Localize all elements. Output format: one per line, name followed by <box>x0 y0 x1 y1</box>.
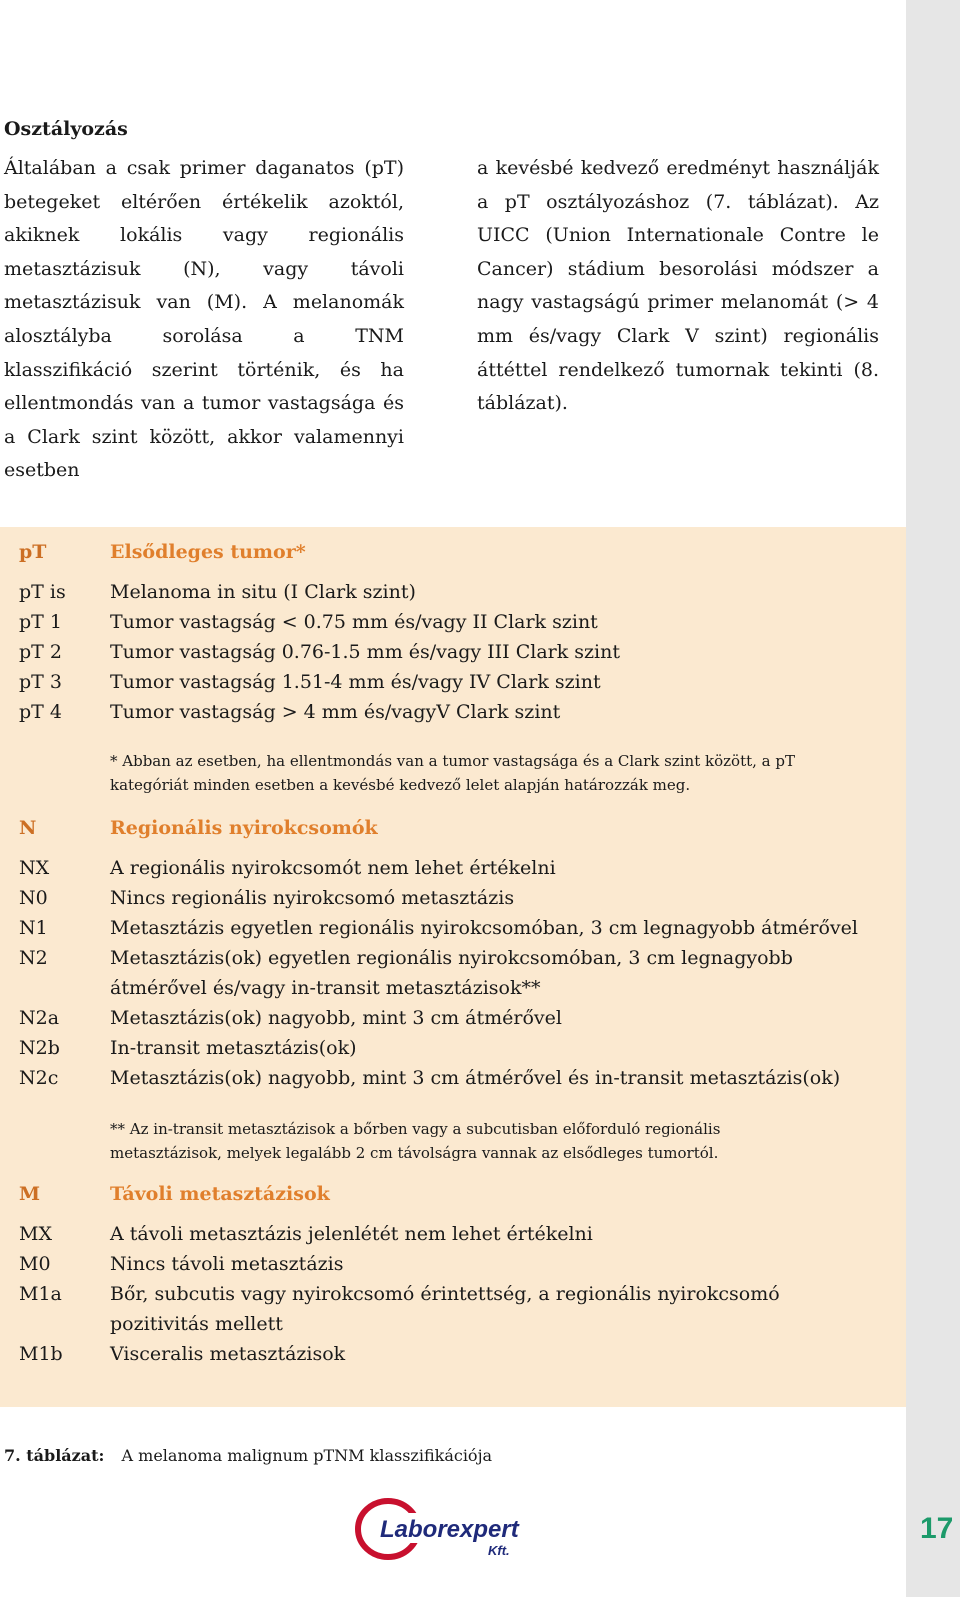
row-code: pT 4 <box>19 701 62 723</box>
row-desc: Metasztázis(ok) egyetlen regionális nyirokcsomóban, 3 cm legnagyobb <box>110 947 793 969</box>
row-desc: In-transit metasztázis(ok) <box>110 1037 357 1059</box>
row-code: pT is <box>19 581 66 603</box>
logo-suffix: Kft. <box>488 1543 510 1558</box>
intro-paragraph-left: Általában a csak primer daganatos (pT) betegeket eltérően értékelik azoktól, akiknek lokális vagy regionális metasztázisuk (N), vagy távoli metasztázisuk van (M). A melanomák alosztályba sorolása a TNM klasszifikáció szerint történik, és ha ellentmondás van a tumor vastagsága és a Clark szint között, akkor valamennyi esetben <box>4 157 404 482</box>
row-code: M1a <box>19 1283 62 1305</box>
row-code: pT 3 <box>19 671 62 693</box>
logo-name: Laborexpert <box>380 1516 519 1543</box>
row-code: pT 1 <box>19 611 62 633</box>
m-code: M <box>19 1183 41 1205</box>
row-code: N2a <box>19 1007 60 1029</box>
row-code: N2c <box>19 1067 59 1089</box>
row-desc: pozitivitás mellett <box>110 1313 283 1335</box>
row-code: N1 <box>19 917 48 939</box>
classification-table <box>0 527 906 1407</box>
table-caption <box>4 1446 492 1465</box>
row-code: N0 <box>19 887 48 909</box>
row-code: N2b <box>19 1037 60 1059</box>
row-desc: Tumor vastagság > 4 mm és/vagyV Clark szint <box>110 701 561 723</box>
page-side-band <box>906 0 960 1597</box>
n-code: N <box>19 817 37 839</box>
row-desc: A regionális nyirokcsomót nem lehet értékelni <box>110 857 556 879</box>
row-desc: A távoli metasztázis jelenlétét nem lehet értékelni <box>110 1223 593 1245</box>
row-desc: Tumor vastagság < 0.75 mm és/vagy II Clark szint <box>110 611 598 633</box>
n-title: Regionális nyirokcsomók <box>110 817 378 839</box>
caption-label: 7. táblázat: <box>4 1446 105 1465</box>
pt-footnote: * Abban az esetben, ha ellentmondás van a tumor vastagsága és a Clark szint között, a pT kategóriát minden esetben a kevésbé kedvező lelet alapján határozzák meg. <box>110 752 795 794</box>
row-code: pT 2 <box>19 641 62 663</box>
section-heading: Osztályozás <box>4 118 128 140</box>
row-desc: Metasztázis(ok) nagyobb, mint 3 cm átmérővel és in-transit metasztázis(ok) <box>110 1067 841 1089</box>
row-desc: Metasztázis egyetlen regionális nyirokcsomóban, 3 cm legnagyobb átmérővel <box>110 917 858 939</box>
row-desc: Melanoma in situ (I Clark szint) <box>110 581 416 603</box>
row-desc: Visceralis metasztázisok <box>110 1343 346 1365</box>
page-number: 17 <box>920 1512 954 1545</box>
intro-paragraph-right: a kevésbé kedvező eredményt használják a pT osztályozáshoz (7. táblázat). Az UICC (Union Internationale Contre le Cancer) stádium besorolási módszer a nagy vastagságú primer melanomát (> 4 mm és/vagy Clark V szint) regionális áttéttel rendelkező tumornak tekinti (8. táblázat). <box>477 157 879 415</box>
row-code: M1b <box>19 1343 63 1365</box>
pt-code: pT <box>19 541 47 563</box>
pt-title: Elsődleges tumor* <box>110 541 306 563</box>
row-code: M0 <box>19 1253 51 1275</box>
row-desc: Metasztázis(ok) nagyobb, mint 3 cm átmérővel <box>110 1007 562 1029</box>
row-code: MX <box>19 1223 52 1245</box>
row-desc: Bőr, subcutis vagy nyirokcsomó érintettség, a regionális nyirokcsomó <box>110 1283 780 1305</box>
m-title: Távoli metasztázisok <box>110 1183 330 1205</box>
n-footnote: ** Az in-transit metasztázisok a bőrben vagy a subcutisban előforduló regionális metasztázisok, melyek legalább 2 cm távolságra vannak az elsődleges tumortól. <box>110 1120 721 1162</box>
row-desc: Tumor vastagság 1.51-4 mm és/vagy IV Clark szint <box>110 671 601 693</box>
row-desc: átmérővel és/vagy in-transit metasztázisok** <box>110 977 541 999</box>
row-code: NX <box>19 857 50 879</box>
row-code: N2 <box>19 947 48 969</box>
row-desc: Nincs regionális nyirokcsomó metasztázis <box>110 887 515 909</box>
row-desc: Nincs távoli metasztázis <box>110 1253 344 1275</box>
laborexpert-logo <box>350 1497 530 1562</box>
row-desc: Tumor vastagság 0.76-1.5 mm és/vagy III Clark szint <box>110 641 620 663</box>
caption-text: A melanoma malignum pTNM klasszifikációja <box>121 1446 493 1465</box>
